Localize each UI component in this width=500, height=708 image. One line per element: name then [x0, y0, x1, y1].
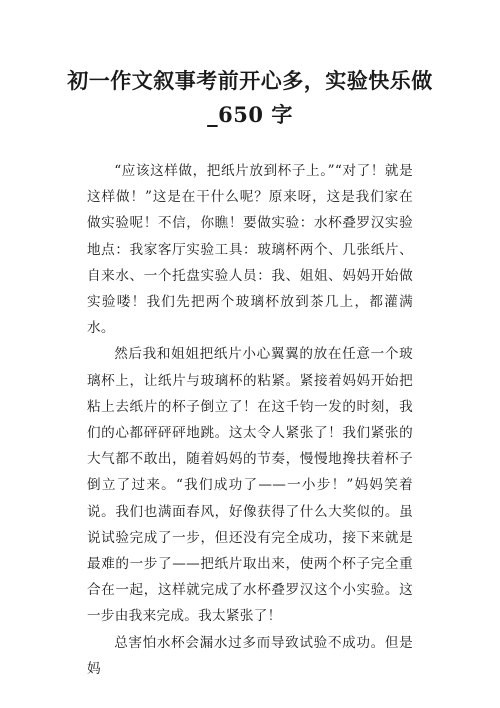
- paragraph-2: 然后我和姐姐把纸片小心翼翼的放在任意一个玻璃杯上，让纸片与玻璃杯的粘紧。紧接着妈妈开始把粘上去纸片的杯子倒立了！在这千钧一发的时刻，我们的心都砰砰砰地跳。这太令人紧张了！我们紧张的大气都不敢出，随着妈妈的节奏，慢慢地搀扶着杯子倒立了过来。“我们成功了——一小步！”妈妈笑着说。我们也满面春风，好像获得了什么大奖似的。虽说试验完成了一步，但还没有完全成功，接下来就是最难的一步了——把纸片取出来，使两个杯子完全重合在一起，这样就完成了水杯叠罗汉这个小实验。这一步由我来完成。我太紧张了！: [87, 346, 413, 625]
- paragraph-3: 总害怕水杯会漏水过多而导致试验不成功。但是妈: [87, 634, 413, 677]
- paragraph-1: “应该这样做，把纸片放到杯子上。”“对了！就是这样做！”这是在干什么呢？原来呀，这是我们家在做实验呢！不信，你瞧！要做实验：水杯叠罗汉实验地点：我家客厅实验工具：玻璃杯两个、几张纸片、自来水、一个托盘实验人员：我、姐姐、妈妈开始做实验喽！我们先把两个玻璃杯放到茶几上，都灌满水。: [87, 163, 413, 337]
- document-title: 初一作文叙事考前开心多，实验快乐做_650 字: [67, 68, 433, 127]
- document-body: [87, 158, 413, 682]
